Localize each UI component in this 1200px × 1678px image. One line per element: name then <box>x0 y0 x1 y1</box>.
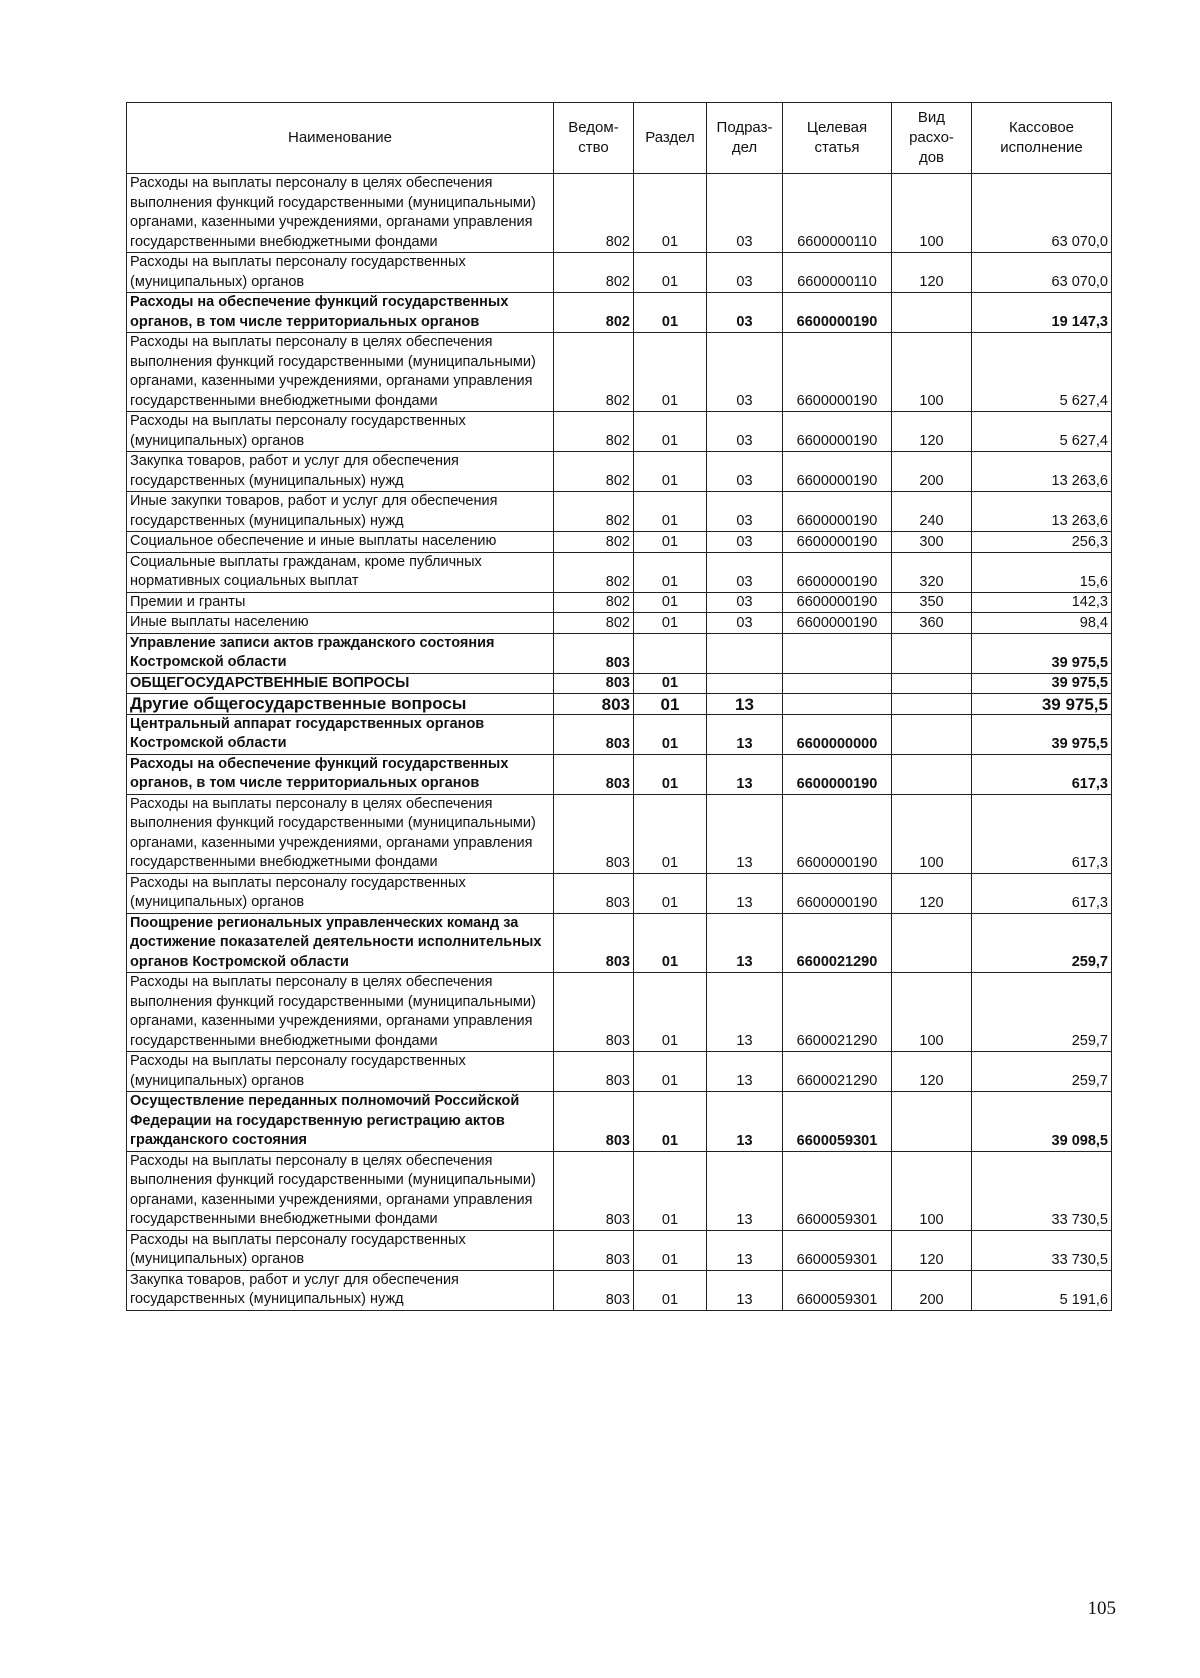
row-kassovoe-ispolnenie: 15,6 <box>972 552 1112 592</box>
row-podrazdel: 03 <box>707 492 783 532</box>
row-celevaya-statya: 6600021290 <box>783 913 892 973</box>
row-name: Расходы на выплаты персоналу в целях обеспечения выполнения функций государственными (муниципальными) органами, казенными учреждениями, органами управления государственными внебюджетными фондами <box>127 333 554 412</box>
row-kassovoe-ispolnenie: 5 627,4 <box>972 412 1112 452</box>
row-vedomstvo: 802 <box>554 532 634 553</box>
row-vid-rashodov: 300 <box>892 532 972 553</box>
row-razdel: 01 <box>634 592 707 613</box>
row-vid-rashodov <box>892 694 972 715</box>
row-podrazdel: 03 <box>707 253 783 293</box>
row-podrazdel: 03 <box>707 452 783 492</box>
row-name: Расходы на выплаты персоналу государственных (муниципальных) органов <box>127 1230 554 1270</box>
row-vedomstvo: 802 <box>554 253 634 293</box>
row-razdel: 01 <box>634 552 707 592</box>
row-vid-rashodov <box>892 913 972 973</box>
row-name: Расходы на обеспечение функций государственных органов, в том числе территориальных органов <box>127 293 554 333</box>
row-podrazdel: 03 <box>707 613 783 634</box>
row-kassovoe-ispolnenie: 13 263,6 <box>972 492 1112 532</box>
row-vedomstvo: 803 <box>554 1092 634 1152</box>
row-podrazdel: 13 <box>707 794 783 873</box>
table-row <box>127 412 1112 452</box>
table-row <box>127 452 1112 492</box>
row-kassovoe-ispolnenie: 33 730,5 <box>972 1151 1112 1230</box>
table-row <box>127 694 1112 715</box>
row-celevaya-statya: 6600000190 <box>783 293 892 333</box>
header-podrazdel: Подраз- дел <box>707 103 783 174</box>
row-podrazdel: 03 <box>707 412 783 452</box>
row-celevaya-statya <box>783 633 892 673</box>
row-name: Социальные выплаты гражданам, кроме публичных нормативных социальных выплат <box>127 552 554 592</box>
row-celevaya-statya: 6600000000 <box>783 714 892 754</box>
row-name: Закупка товаров, работ и услуг для обеспечения государственных (муниципальных) нужд <box>127 1270 554 1310</box>
row-vid-rashodov <box>892 673 972 694</box>
row-vid-rashodov: 320 <box>892 552 972 592</box>
table-row <box>127 873 1112 913</box>
row-vid-rashodov <box>892 293 972 333</box>
table-row <box>127 492 1112 532</box>
row-razdel <box>634 633 707 673</box>
row-vedomstvo: 803 <box>554 714 634 754</box>
row-vid-rashodov: 120 <box>892 1052 972 1092</box>
row-vedomstvo: 802 <box>554 492 634 532</box>
row-vedomstvo: 803 <box>554 973 634 1052</box>
table-row <box>127 1052 1112 1092</box>
row-vedomstvo: 802 <box>554 412 634 452</box>
row-podrazdel: 03 <box>707 532 783 553</box>
table-row <box>127 714 1112 754</box>
row-podrazdel: 13 <box>707 1052 783 1092</box>
table-row <box>127 754 1112 794</box>
row-name: Закупка товаров, работ и услуг для обеспечения государственных (муниципальных) нужд <box>127 452 554 492</box>
row-vedomstvo: 802 <box>554 613 634 634</box>
row-podrazdel: 13 <box>707 714 783 754</box>
table-row <box>127 673 1112 694</box>
row-celevaya-statya: 6600000190 <box>783 333 892 412</box>
row-vid-rashodov: 120 <box>892 873 972 913</box>
row-podrazdel: 13 <box>707 694 783 715</box>
row-kassovoe-ispolnenie: 19 147,3 <box>972 293 1112 333</box>
row-vedomstvo: 803 <box>554 633 634 673</box>
row-name: Расходы на выплаты персоналу в целях обеспечения выполнения функций государственными (муниципальными) органами, казенными учреждениями, органами управления государственными внебюджетными фондами <box>127 174 554 253</box>
row-vid-rashodov: 120 <box>892 412 972 452</box>
row-celevaya-statya: 6600000190 <box>783 452 892 492</box>
row-name: Расходы на обеспечение функций государственных органов, в том числе территориальных органов <box>127 754 554 794</box>
row-vid-rashodov: 240 <box>892 492 972 532</box>
row-podrazdel: 03 <box>707 293 783 333</box>
row-podrazdel: 13 <box>707 1230 783 1270</box>
row-vedomstvo: 803 <box>554 913 634 973</box>
row-celevaya-statya: 6600000190 <box>783 754 892 794</box>
row-celevaya-statya: 6600000110 <box>783 174 892 253</box>
row-razdel: 01 <box>634 613 707 634</box>
row-kassovoe-ispolnenie: 13 263,6 <box>972 452 1112 492</box>
row-kassovoe-ispolnenie: 617,3 <box>972 794 1112 873</box>
row-kassovoe-ispolnenie: 39 975,5 <box>972 673 1112 694</box>
row-name: Расходы на выплаты персоналу государственных (муниципальных) органов <box>127 412 554 452</box>
header-vid-rashodov: Вид расхо- дов <box>892 103 972 174</box>
row-vedomstvo: 803 <box>554 694 634 715</box>
table-row <box>127 592 1112 613</box>
row-razdel: 01 <box>634 913 707 973</box>
table-row <box>127 973 1112 1052</box>
row-razdel: 01 <box>634 873 707 913</box>
row-razdel: 01 <box>634 973 707 1052</box>
row-razdel: 01 <box>634 174 707 253</box>
row-name: Расходы на выплаты персоналу государственных (муниципальных) органов <box>127 253 554 293</box>
row-vedomstvo: 802 <box>554 452 634 492</box>
row-vedomstvo: 803 <box>554 754 634 794</box>
row-celevaya-statya: 6600000190 <box>783 794 892 873</box>
row-name: Иные выплаты населению <box>127 613 554 634</box>
row-name: Другие общегосударственные вопросы <box>127 694 554 715</box>
row-kassovoe-ispolnenie: 617,3 <box>972 754 1112 794</box>
row-vedomstvo: 803 <box>554 1052 634 1092</box>
row-celevaya-statya: 6600059301 <box>783 1270 892 1310</box>
row-podrazdel: 13 <box>707 873 783 913</box>
row-celevaya-statya: 6600000190 <box>783 873 892 913</box>
header-kassovoe-ispolnenie: Кассовое исполнение <box>972 103 1112 174</box>
table-row <box>127 633 1112 673</box>
row-name: Расходы на выплаты персоналу государственных (муниципальных) органов <box>127 1052 554 1092</box>
row-celevaya-statya: 6600000110 <box>783 253 892 293</box>
row-name: Управление записи актов гражданского состояния Костромской области <box>127 633 554 673</box>
row-name: Премии и гранты <box>127 592 554 613</box>
header-razdel: Раздел <box>634 103 707 174</box>
row-vedomstvo: 803 <box>554 1270 634 1310</box>
row-vedomstvo: 802 <box>554 552 634 592</box>
row-celevaya-statya: 6600021290 <box>783 1052 892 1092</box>
row-podrazdel: 13 <box>707 1270 783 1310</box>
row-celevaya-statya: 6600059301 <box>783 1230 892 1270</box>
row-podrazdel: 13 <box>707 913 783 973</box>
row-celevaya-statya: 6600000190 <box>783 613 892 634</box>
page-number: 105 <box>1087 1598 1116 1619</box>
row-kassovoe-ispolnenie: 5 627,4 <box>972 333 1112 412</box>
row-podrazdel: 03 <box>707 552 783 592</box>
row-celevaya-statya: 6600021290 <box>783 973 892 1052</box>
row-podrazdel: 13 <box>707 1151 783 1230</box>
row-razdel: 01 <box>634 452 707 492</box>
row-name: Социальное обеспечение и иные выплаты населению <box>127 532 554 553</box>
row-kassovoe-ispolnenie: 63 070,0 <box>972 174 1112 253</box>
row-razdel: 01 <box>634 253 707 293</box>
table-header-row <box>127 103 1112 174</box>
table-row <box>127 1230 1112 1270</box>
row-name: Расходы на выплаты персоналу в целях обеспечения выполнения функций государственными (муниципальными) органами, казенными учреждениями, органами управления государственными внебюджетными фондами <box>127 973 554 1052</box>
row-razdel: 01 <box>634 1270 707 1310</box>
row-name: Осуществление переданных полномочий Российской Федерации на государственную регистрацию актов гражданского состояния <box>127 1092 554 1152</box>
row-vid-rashodov: 200 <box>892 1270 972 1310</box>
table-row <box>127 613 1112 634</box>
row-vedomstvo: 803 <box>554 873 634 913</box>
table-row <box>127 532 1112 553</box>
table-row <box>127 253 1112 293</box>
header-vedomstvo: Ведом- ство <box>554 103 634 174</box>
row-razdel: 01 <box>634 1092 707 1152</box>
table-row <box>127 174 1112 253</box>
row-vid-rashodov <box>892 714 972 754</box>
row-razdel: 01 <box>634 333 707 412</box>
row-vedomstvo: 803 <box>554 673 634 694</box>
row-vedomstvo: 803 <box>554 1151 634 1230</box>
row-name: Иные закупки товаров, работ и услуг для обеспечения государственных (муниципальных) нужд <box>127 492 554 532</box>
row-celevaya-statya: 6600000190 <box>783 592 892 613</box>
row-celevaya-statya: 6600000190 <box>783 492 892 532</box>
row-podrazdel <box>707 673 783 694</box>
row-celevaya-statya: 6600000190 <box>783 552 892 592</box>
row-razdel: 01 <box>634 1151 707 1230</box>
row-razdel: 01 <box>634 293 707 333</box>
row-vid-rashodov: 200 <box>892 452 972 492</box>
header-celevaya-statya: Целевая статья <box>783 103 892 174</box>
row-kassovoe-ispolnenie: 617,3 <box>972 873 1112 913</box>
header-name: Наименование <box>127 103 554 174</box>
row-vid-rashodov: 120 <box>892 1230 972 1270</box>
row-vedomstvo: 803 <box>554 794 634 873</box>
row-kassovoe-ispolnenie: 259,7 <box>972 1052 1112 1092</box>
row-razdel: 01 <box>634 412 707 452</box>
row-kassovoe-ispolnenie: 33 730,5 <box>972 1230 1112 1270</box>
row-vedomstvo: 802 <box>554 592 634 613</box>
table-row <box>127 1092 1112 1152</box>
row-celevaya-statya: 6600000190 <box>783 412 892 452</box>
row-podrazdel <box>707 633 783 673</box>
row-kassovoe-ispolnenie: 259,7 <box>972 913 1112 973</box>
row-vid-rashodov: 100 <box>892 794 972 873</box>
row-razdel: 01 <box>634 673 707 694</box>
row-vid-rashodov: 100 <box>892 174 972 253</box>
row-kassovoe-ispolnenie: 39 098,5 <box>972 1092 1112 1152</box>
row-razdel: 01 <box>634 694 707 715</box>
row-name: Расходы на выплаты персоналу в целях обеспечения выполнения функций государственными (муниципальными) органами, казенными учреждениями, органами управления государственными внебюджетными фондами <box>127 794 554 873</box>
row-vid-rashodov: 120 <box>892 253 972 293</box>
row-kassovoe-ispolnenie: 39 975,5 <box>972 714 1112 754</box>
table-row <box>127 913 1112 973</box>
row-razdel: 01 <box>634 1052 707 1092</box>
row-name: Центральный аппарат государственных органов Костромской области <box>127 714 554 754</box>
table-row <box>127 1270 1112 1310</box>
row-kassovoe-ispolnenie: 98,4 <box>972 613 1112 634</box>
row-vedomstvo: 803 <box>554 1230 634 1270</box>
row-podrazdel: 13 <box>707 973 783 1052</box>
row-podrazdel: 13 <box>707 1092 783 1152</box>
row-vid-rashodov: 100 <box>892 1151 972 1230</box>
table-row <box>127 1151 1112 1230</box>
row-podrazdel: 13 <box>707 754 783 794</box>
row-razdel: 01 <box>634 532 707 553</box>
row-vid-rashodov: 100 <box>892 333 972 412</box>
row-name: Расходы на выплаты персоналу в целях обеспечения выполнения функций государственными (муниципальными) органами, казенными учреждениями, органами управления государственными внебюджетными фондами <box>127 1151 554 1230</box>
table-row <box>127 552 1112 592</box>
row-razdel: 01 <box>634 492 707 532</box>
row-kassovoe-ispolnenie: 5 191,6 <box>972 1270 1112 1310</box>
row-podrazdel: 03 <box>707 592 783 613</box>
row-kassovoe-ispolnenie: 259,7 <box>972 973 1112 1052</box>
row-razdel: 01 <box>634 714 707 754</box>
row-celevaya-statya <box>783 694 892 715</box>
row-celevaya-statya: 6600059301 <box>783 1092 892 1152</box>
row-kassovoe-ispolnenie: 256,3 <box>972 532 1112 553</box>
budget-execution-table <box>126 102 1112 1311</box>
row-vid-rashodov <box>892 754 972 794</box>
row-name: ОБЩЕГОСУДАРСТВЕННЫЕ ВОПРОСЫ <box>127 673 554 694</box>
row-name: Поощрение региональных управленческих команд за достижение показателей деятельности исполнительных органов Костромской области <box>127 913 554 973</box>
row-kassovoe-ispolnenie: 63 070,0 <box>972 253 1112 293</box>
row-vid-rashodov: 360 <box>892 613 972 634</box>
row-vid-rashodov: 100 <box>892 973 972 1052</box>
row-celevaya-statya: 6600059301 <box>783 1151 892 1230</box>
table-row <box>127 293 1112 333</box>
row-celevaya-statya: 6600000190 <box>783 532 892 553</box>
row-vedomstvo: 802 <box>554 174 634 253</box>
row-razdel: 01 <box>634 754 707 794</box>
row-razdel: 01 <box>634 1230 707 1270</box>
row-podrazdel: 03 <box>707 333 783 412</box>
row-vedomstvo: 802 <box>554 333 634 412</box>
row-vid-rashodov <box>892 633 972 673</box>
row-celevaya-statya <box>783 673 892 694</box>
row-name: Расходы на выплаты персоналу государственных (муниципальных) органов <box>127 873 554 913</box>
row-razdel: 01 <box>634 794 707 873</box>
row-kassovoe-ispolnenie: 39 975,5 <box>972 694 1112 715</box>
row-kassovoe-ispolnenie: 39 975,5 <box>972 633 1112 673</box>
row-vid-rashodov: 350 <box>892 592 972 613</box>
row-vedomstvo: 802 <box>554 293 634 333</box>
table-row <box>127 333 1112 412</box>
row-vid-rashodov <box>892 1092 972 1152</box>
row-podrazdel: 03 <box>707 174 783 253</box>
table-row <box>127 794 1112 873</box>
row-kassovoe-ispolnenie: 142,3 <box>972 592 1112 613</box>
